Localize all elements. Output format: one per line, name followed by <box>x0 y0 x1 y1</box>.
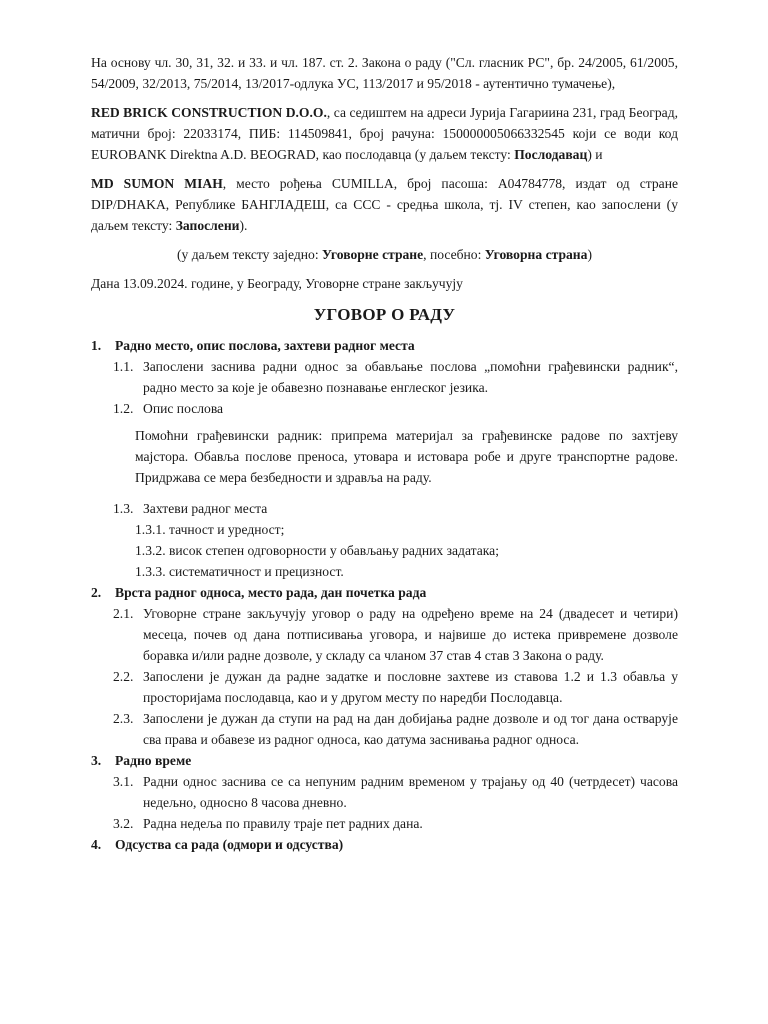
section-number: 2. <box>91 585 102 600</box>
section-title: Радно место, опис послова, захтеви радног места <box>115 338 415 353</box>
clause-text: Уговорне стране закључују уговор о раду на одређено време на 24 (двадесет и четири) месеца, почев од дана потписивања уговора, и највише до истека привремене дозволе боравка и/или радне дозволе, у складу са чланом 37 став 4 став 3 Закона о раду. <box>143 606 678 663</box>
clause-3-1 <box>113 771 678 813</box>
clause-text: Опис послова <box>143 401 224 416</box>
section-1-heading <box>91 335 678 356</box>
clause-2-3 <box>113 708 678 750</box>
clause-2-2 <box>113 666 678 708</box>
clause-number: 2.3. <box>113 711 134 726</box>
clause-text: Запослени заснива радни однос за обављање послова „помоћни грађевински радник“, радно место за које је обавезно познавање енглеског језика. <box>143 359 678 395</box>
section-title: Врста радног односа, место рада, дан почетка рада <box>115 585 427 600</box>
clause-text: Радна недеља по правилу траје пет радних дана. <box>143 816 423 831</box>
employee-paragraph <box>91 173 678 236</box>
clause-number: 1.1. <box>113 359 134 374</box>
employer-short-name: Послодавац <box>514 147 588 162</box>
clause-1-1 <box>113 356 678 398</box>
section-number: 1. <box>91 338 102 353</box>
clause-3-2 <box>113 813 678 834</box>
clause-number: 3.1. <box>113 774 134 789</box>
document-title: УГОВОР О РАДУ <box>313 305 456 324</box>
parties-mid: , посебно: <box>423 247 485 262</box>
requirement-1: 1.3.1. тачност и уредност; <box>135 522 285 537</box>
employee-details: , место рођења CUMILLA, број пасоша: A04784778, издат од стране DIP/DHAKA, Републике БАНГЛАДЕШ, са ССС - средња школа, тј. IV степен, као запослени (у даљем тексту: <box>91 176 678 233</box>
legal-basis-paragraph: На основу чл. 30, 31, 32. и 33. и чл. 187. ст. 2. Закона о раду ("Сл. гласник РС", бр. 24/2005, 61/2005, 54/2009, 32/2013, 75/2014, 13/2017-одлука УС, 113/2017 и 95/2018 - аутентично тумачење), <box>91 55 678 91</box>
clause-number: 1.2. <box>113 401 134 416</box>
section-number: 3. <box>91 753 102 768</box>
parties-definition <box>91 244 678 265</box>
employer-tail: ) и <box>587 147 603 162</box>
employee-tail: ). <box>239 218 248 233</box>
section-4-heading <box>91 834 678 855</box>
job-description: Помоћни грађевински радник: припрема материјал за грађевинске радове по захтјеву мајстора. Обавља послове преноса, утовара и истовара робе и друге транспортне радове. Придржава се мера безбедности и здравља на раду. <box>135 428 678 485</box>
employer-details: , са седиштем на адреси Јурија Гагариина 231, град Београд, матични број: 22033174, ПИБ: 114509841, број рачуна: 150000005066332545 који се води код EUROBANK Direktna A.D. BEOGRAD, као послодавца (у даљем тексту: <box>91 105 679 162</box>
clause-text: Захтеви радног места <box>143 501 268 516</box>
document-page <box>91 52 678 855</box>
clause-text: Запослени је дужан да ступи на рад на дан добијања радне дозволе и од тог дана остварује сва права и обавезе из радног односа, као датума заснивања радног односа. <box>143 711 678 747</box>
clause-1-3 <box>113 498 678 519</box>
employer-name: RED BRICK CONSTRUCTION D.O.O. <box>91 105 327 120</box>
parties-open: (у даљем тексту заједно: <box>177 247 323 262</box>
requirement-2: 1.3.2. висок степен одговорности у обављању радних задатака; <box>135 543 499 558</box>
parties-single: Уговорна страна <box>484 247 588 262</box>
section-2-heading <box>91 582 678 603</box>
clause-number: 2.2. <box>113 669 134 684</box>
clause-number: 2.1. <box>113 606 134 621</box>
parties-close: ) <box>587 247 592 262</box>
clause-number: 1.3. <box>113 501 134 516</box>
employee-name: MD SUMON MIAH <box>91 176 223 191</box>
clause-text: Радни однос заснива се са непуним радним временом у трајању од 40 (четрдесет) часова недељно, односно 8 часова дневно. <box>143 774 678 810</box>
section-number: 4. <box>91 837 102 852</box>
section-title: Одсуства са рада (одмори и одсуства) <box>115 837 344 852</box>
clause-text: Запослени је дужан да радне задатке и пословне захтеве из ставова 1.2 и 1.3 обавља у просторијама послодавца, као и у другом месту по наредби Послодавца. <box>143 669 678 705</box>
section-title: Радно време <box>115 753 192 768</box>
clause-number: 3.2. <box>113 816 134 831</box>
clause-2-1 <box>113 603 678 666</box>
date-line: Дана 13.09.2024. године, у Београду, Уговорне стране закључују <box>91 276 463 291</box>
employee-short-name: Запослени <box>175 218 240 233</box>
section-3-heading <box>91 750 678 771</box>
clause-1-2 <box>113 398 678 419</box>
employer-paragraph <box>91 102 678 165</box>
requirement-3: 1.3.3. систематичност и прецизност. <box>135 564 344 579</box>
parties-together: Уговорне стране <box>322 247 424 262</box>
